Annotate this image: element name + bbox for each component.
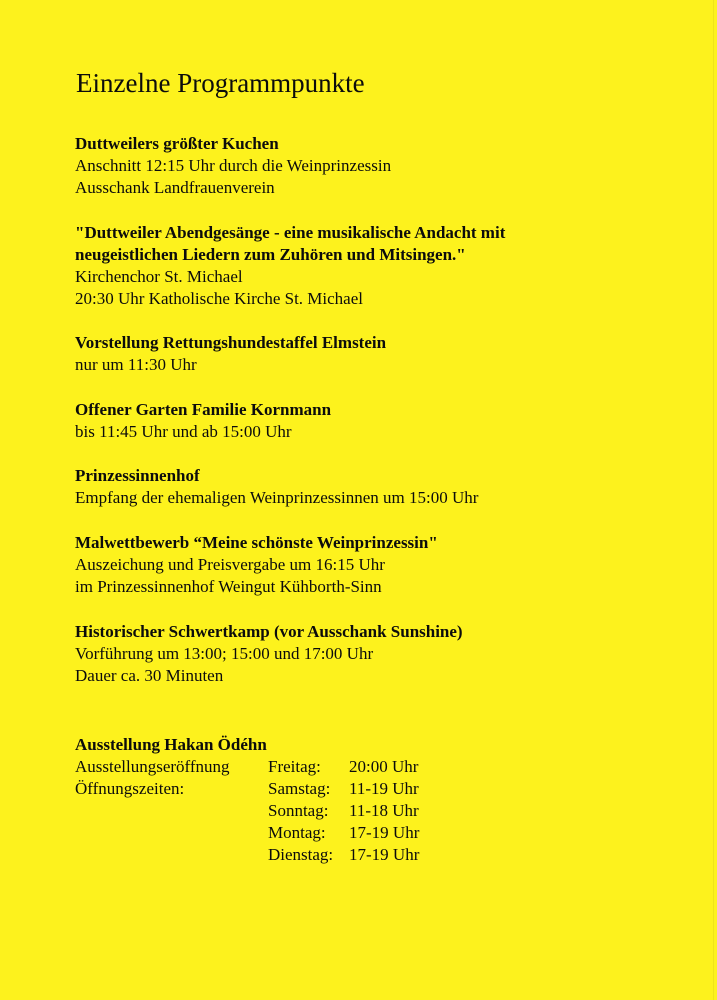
program-item-detail: Ausschank Landfrauenverein: [75, 178, 275, 197]
schedule-row: [75, 756, 419, 778]
program-item-sword-fight: [75, 621, 463, 687]
program-item-painting-contest: [75, 532, 438, 598]
page-title: Einzelne Programmpunkte: [76, 68, 365, 98]
program-item-heading: Historischer Schwertkamp (vor Ausschank Sunshine): [75, 622, 463, 641]
schedule-day: Montag:: [268, 823, 326, 842]
schedule-day: Samstag:: [268, 779, 331, 798]
schedule-time: 11-19 Uhr: [349, 779, 419, 798]
program-item-evening-songs: [75, 222, 505, 310]
schedule-day: Dienstag:: [268, 845, 334, 864]
program-item-rescue-dogs: [75, 332, 386, 376]
program-item-heading: Prinzessinnenhof: [75, 466, 200, 485]
program-item-detail: nur um 11:30 Uhr: [75, 355, 197, 374]
program-item-princess-court: [75, 465, 478, 509]
program-item-detail: Anschnitt 12:15 Uhr durch die Weinprinzessin: [75, 156, 392, 175]
program-item-detail: Auszeichung und Preisvergabe um 16:15 Uhr: [75, 555, 385, 574]
program-item-detail: Dauer ca. 30 Minuten: [75, 666, 224, 685]
program-item-heading: Duttweilers größter Kuchen: [75, 134, 279, 153]
schedule-label: [75, 844, 268, 866]
program-item-open-garden: [75, 399, 331, 443]
schedule-label: Öffnungszeiten:: [75, 779, 185, 798]
program-item-heading: neugeistlichen Liedern zum Zuhören und Mitsingen.": [75, 245, 466, 264]
schedule-label: [75, 822, 268, 844]
program-item-detail: Empfang der ehemaligen Weinprinzessinnen um 15:00 Uhr: [75, 488, 479, 507]
schedule-row: [75, 822, 419, 844]
schedule-time: 17-19 Uhr: [349, 823, 420, 842]
program-item-cake: [75, 133, 391, 199]
schedule-row: [75, 844, 419, 866]
schedule-day: Sonntag:: [268, 801, 329, 820]
program-item-heading: Offener Garten Familie Kornmann: [75, 400, 332, 419]
schedule-time: 11-18 Uhr: [349, 801, 419, 820]
program-item-detail: Vorführung um 13:00; 15:00 und 17:00 Uhr: [75, 644, 374, 663]
program-item-heading: Vorstellung Rettungshundestaffel Elmstein: [75, 333, 387, 352]
schedule-label: [75, 800, 268, 822]
program-item-detail: im Prinzessinnenhof Weingut Kühborth-Sinn: [75, 577, 382, 596]
schedule-time: 20:00 Uhr: [349, 757, 419, 776]
schedule-row: [75, 800, 419, 822]
program-item-detail: 20:30 Uhr Katholische Kirche St. Michael: [75, 289, 363, 308]
exhibition-heading: Ausstellung Hakan Ödéhn: [75, 735, 267, 754]
schedule-row: [75, 778, 419, 800]
schedule-label: Ausstellungseröffnung: [75, 757, 230, 776]
program-item-detail: bis 11:45 Uhr und ab 15:00 Uhr: [75, 422, 292, 441]
program-item-heading: "Duttweiler Abendgesänge - eine musikalische Andacht mit: [75, 223, 506, 242]
schedule-time: 17-19 Uhr: [349, 845, 420, 864]
program-item-exhibition: [75, 734, 419, 866]
schedule-day: Freitag:: [268, 757, 321, 776]
program-item-heading: Malwettbewerb “Meine schönste Weinprinzessin": [75, 533, 438, 552]
program-item-detail: Kirchenchor St. Michael: [75, 267, 243, 286]
